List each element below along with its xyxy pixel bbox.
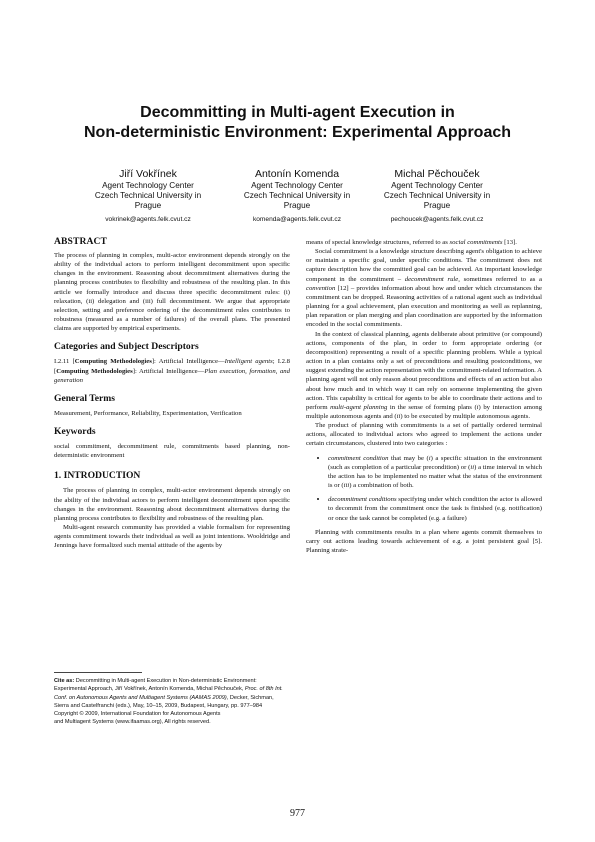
right-paragraph-product: The product of planning with commitments is a set of partially ordered terminal actions, allocated to individual actors who agreed to implement the actions under certain circumstances, clustered into two categories : [306,422,542,448]
abstract-heading: ABSTRACT [54,236,108,247]
abstract-text: The process of planning in complex, multi-actor environment depends strongly on the ability of the individual actors to perform intelligent decommitment upon specific changes in the environment. Reasoning about decommitment alternatives during the planning process contributes to flexibility and robustness of the resulting plan. In this article we formally introduce and discuss three specific decommitment rules: (i) relaxation, (ii) delegation and (iii) full decommitment. We argue that appropriate selection, setting and preference ordering of the decommitment rules contributes to robustness (measured as a number of failures) of the overall plans. The presented claims are supported by empirical experiments. [54,252,290,333]
author-affiliation: Czech Technical University in [383,191,491,201]
author-affiliation: Prague [423,201,451,211]
condition-list [306,454,542,523]
author-affiliation: Czech Technical University in [94,191,202,201]
list-item: • commitment condition that may be (i) a specific situation in the environment (such as completion of a particular precondition) or (ii) a time interval in which the action has to be implemented no matter what the status of the environment is or (iii) a combination of both. [328,454,542,491]
introduction-heading: 1. INTRODUCTION [54,470,141,482]
title-line-2: Non-deterministic Environment: Experimental Approach [83,124,512,141]
right-paragraph-planning: Planning with commitments results in a plan where agents commit themselves to carry out actions leading towards achievement of e.g. a joint persistent goal [5]. Planning strate- [306,528,542,554]
citation-text: Cite as: Decommitting in Multi-agent Execution in Non-deterministic Environment: Experimental Approach, Jiří Vokřínek, Antonín Komenda, Michal Pěchouček, Proc. of 8th Int. Conf. on Autonomous Agents and Multiagent Systems (AAMAS 2009), Decker, Sichman, Sierra and Castelfranchi (eds.), May, 10–15, 2009, Budapest, Hungary, pp. 977–984 Copyright © 2009, International Foundation for Autonomous Agents and Multiagent Systems (www.ifaamas.org), All rights reserved. [54,678,283,726]
author-email: vokrinek@agents.felk.cvut.cz [105,215,191,223]
keywords-heading: Keywords [54,426,96,438]
author-block-1 [68,167,228,224]
left-column [54,236,290,550]
author-affiliation: Prague [134,201,162,211]
author-email: komenda@agents.felk.cvut.cz [252,215,342,223]
general-terms-heading: General Terms [54,392,116,404]
page-number: 977 [290,808,305,819]
categories-heading: Categories and Subject Descriptors [54,341,199,353]
title-line-1: Decommitting in Multi-agent Execution in [140,104,455,121]
author-affiliation: Agent Technology Center [251,181,343,190]
right-paragraph-continuation: means of special knowledge structures, referred to as social commitments [13]. [306,239,517,246]
intro-paragraph-1: The process of planning in complex, multi-actor environment depends strongly on the ability of the individual actors to perform intelligent decommitment upon specific changes in the environment. Reasoning about decommitment alternatives during the planning process contributes to flexibility and robustness of the resulting plan. [54,487,290,522]
citation-box [54,672,290,727]
author-name: Antonín Komenda [254,168,340,180]
author-name: Jiří Vokřínek [119,168,177,180]
right-paragraph-social-commitment: Social commitment is a knowledge structure describing agent's obligation to achieve or maintain a specific goal, under specific conditions. The commitment does not capture description how the committed goal can be achieved. An important knowledge component in the commitment – decommitment rule, sometimes referred to as a convention [12] – provides information about how and under which circumstances the commitment can be dropped. Reasoning activities of a rational agent such as individual planning for a goal achievement, plan execution and monitoring as well as replanning, plan reparation or plan merging and plan coordination are supported by the information encoded in the social commitments. [306,248,542,329]
author-affiliation: Czech Technical University in [243,191,351,201]
author-affiliation: Agent Technology Center [391,181,483,190]
right-column [306,238,542,555]
paper-title [40,103,555,143]
author-block-3 [357,167,517,224]
author-email: pechoucek@agents.felk.cvut.cz [390,215,484,223]
author-affiliation: Prague [283,201,311,211]
categories-text: I.2.11 [Computing Methodologies]: Artificial Intelligence—Intelligent agents; I.2.8 [Computing Methodologies]: Artificial Intelligence—Plan execution, formation, and generation [54,358,290,384]
intro-paragraph-2: Multi-agent research community has provided a viable formalism for representing agents commitment towards their individual as well as joint intentions. Wooldridge and Jennings have formalized such mental attitude of the agents by [54,523,290,550]
right-paragraph-classical-planning: In the context of classical planning, agents deliberate about primitive (or compound) actions, components of the plan, in order to form appropriate ordering (or decomposition) representing a result of a specific planning problem. While a typical action in a plan contains only a set of preconditions and resulting postconditions, we suggest extending the action representation with the commitment-related information. A planning agent will not only reason about preconditions and effects of an action but also about how much and in which way it can rely on someone implementing the given action. This capability is critical for agents to be able to coordinate their actions and to perform multi-agent planning in the sense of forming plans (i) by interaction among multiple autonomous agents and (ii) to be executed by multiple autonomous agents. [306,330,542,420]
list-item: • decommitment conditions specifying under which condition the actor is allowed to decommit from the commitment once the task is finished (e.g. notification) or once the task cannot be completed (e.g. a failure) [328,495,542,522]
author-name: Michal Pěchouček [394,168,480,180]
general-terms-text: Measurement, Performance, Reliability, Experimentation, Verification [54,409,242,417]
author-block-2 [217,167,377,224]
keywords-text: social commitment, decommitment rule, commitments based planning, non-deterministic environment [54,443,290,460]
citation-divider [54,672,142,673]
author-affiliation: Agent Technology Center [102,181,194,190]
